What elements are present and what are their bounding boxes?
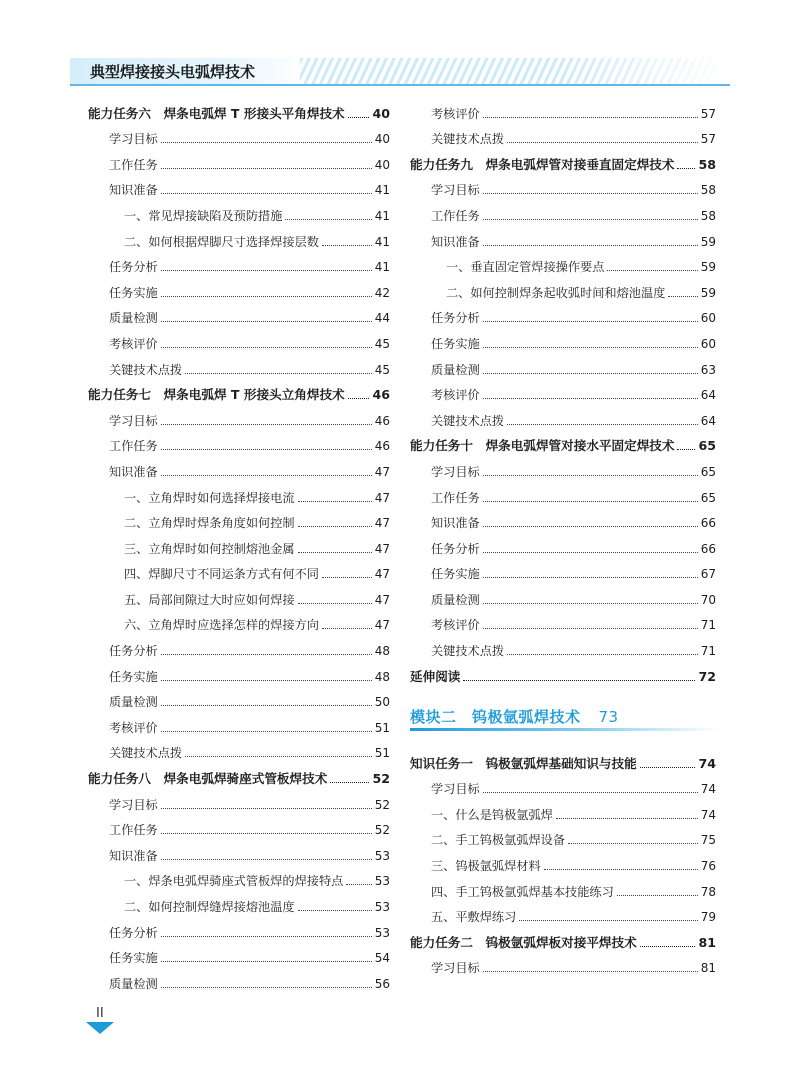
dot-leader: [483, 373, 698, 374]
toc-entry-page: 64: [700, 388, 716, 403]
toc-entry[interactable]: [88, 787, 390, 813]
dot-leader: [483, 526, 698, 527]
toc-entry[interactable]: [410, 96, 716, 122]
dot-leader: [483, 603, 698, 604]
toc-entry[interactable]: [88, 659, 390, 685]
toc-entry-page: 58: [698, 156, 716, 172]
toc-entry-label: 一、常见焊接缺陷及预防措施: [124, 208, 283, 223]
toc-entry-page: 71: [700, 644, 716, 659]
toc-entry-page: 54: [374, 951, 390, 966]
toc-entry-page: 46: [372, 387, 390, 403]
toc-entry[interactable]: [88, 710, 390, 736]
toc-entry-label: 工作任务: [431, 208, 480, 223]
toc-entry-page: 59: [700, 260, 716, 275]
toc-entry-label: 能力任务七 焊条电弧焊 T 形接头立角焊技术: [88, 387, 345, 403]
toc-entry-page: 41: [374, 183, 390, 198]
toc-entry-page: 46: [374, 413, 390, 428]
toc-entry-page: 51: [374, 720, 390, 735]
toc-entry-page: 41: [374, 260, 390, 275]
toc-entry-page: 65: [698, 438, 716, 454]
toc-entry-page: 52: [372, 771, 390, 787]
module-heading-title: 模块二 钨极氩弧焊技术: [410, 708, 581, 726]
dot-leader: [507, 654, 698, 655]
module-heading-page: 73: [598, 708, 619, 726]
toc-entry[interactable]: [410, 633, 716, 659]
dot-leader: [483, 577, 698, 578]
module-rule: [410, 728, 720, 731]
dot-leader: [348, 398, 370, 399]
toc-entry-page: 44: [374, 311, 390, 326]
toc-entry[interactable]: [88, 454, 390, 480]
toc-entry-page: 58: [700, 183, 716, 198]
dot-leader: [556, 818, 698, 819]
toc-entry-page: 59: [700, 234, 716, 249]
toc-entry-label: 学习目标: [431, 464, 480, 479]
toc-entry-page: 57: [700, 106, 716, 121]
toc-entry[interactable]: [88, 608, 390, 634]
toc-entry[interactable]: [410, 250, 716, 276]
toc-entry-page: 53: [374, 900, 390, 914]
toc-entry-label: 二、立角焊时焊条角度如何控制: [124, 516, 295, 531]
dot-leader: [161, 961, 372, 962]
toc-entry-page: 60: [700, 311, 716, 326]
toc-entry[interactable]: [410, 874, 716, 900]
toc-entry-page: 53: [374, 874, 390, 889]
module-heading: [410, 706, 619, 727]
dot-leader: [298, 910, 372, 911]
toc-entry-page: 52: [374, 797, 390, 812]
dot-leader: [483, 971, 698, 972]
dot-leader: [617, 895, 698, 896]
dot-leader: [161, 424, 372, 425]
toc-entry-page: 45: [374, 336, 390, 351]
dot-leader: [161, 936, 372, 937]
toc-entry-page: 63: [700, 362, 716, 377]
toc-entry[interactable]: [88, 864, 390, 890]
toc-entry-page: 51: [374, 746, 390, 761]
toc-entry-label: 五、局部间隙过大时应如何焊接: [124, 592, 295, 607]
dot-leader: [161, 833, 372, 834]
toc-entry-label: 知识准备: [431, 516, 480, 531]
toc-entry[interactable]: [410, 326, 716, 352]
dot-leader: [161, 680, 372, 681]
toc-entry[interactable]: [88, 378, 390, 404]
dot-leader: [161, 705, 372, 706]
toc-entry[interactable]: [410, 506, 716, 532]
toc-entry[interactable]: [88, 275, 390, 301]
toc-entry-label: 一、立角焊时如何选择焊接电流: [124, 490, 295, 505]
toc-entry-page: 74: [700, 782, 716, 797]
dot-leader: [519, 920, 697, 921]
toc-entry-label: 学习目标: [431, 782, 480, 797]
dot-leader: [544, 869, 698, 870]
dot-leader: [322, 577, 372, 578]
dot-leader: [298, 526, 372, 527]
dot-leader: [483, 347, 698, 348]
toc-entry[interactable]: [410, 275, 716, 301]
dot-leader: [483, 792, 698, 793]
dot-leader: [298, 552, 372, 553]
dot-leader: [161, 808, 372, 809]
toc-entry-label: 质量检测: [109, 695, 158, 710]
toc-entry[interactable]: [410, 147, 716, 173]
toc-entry[interactable]: [88, 557, 390, 583]
toc-entry[interactable]: [410, 659, 716, 685]
toc-entry-label: 一、焊条电弧焊骑座式管板焊的焊接特点: [124, 874, 344, 889]
dot-leader: [161, 142, 372, 143]
toc-entry-page: 41: [374, 234, 390, 249]
dot-leader: [161, 987, 372, 988]
toc-entry[interactable]: [410, 224, 716, 250]
toc-entry-label: 能力任务十 焊条电弧焊管对接水平固定焊技术: [410, 438, 675, 454]
toc-entry-page: 47: [374, 567, 390, 582]
toc-entry[interactable]: [410, 480, 716, 506]
toc-entry-label: 能力任务六 焊条电弧焊 T 形接头平角焊技术: [88, 105, 345, 121]
toc-entry[interactable]: [410, 454, 716, 480]
toc-entry-label: 任务分析: [431, 541, 480, 556]
dot-leader: [161, 449, 372, 450]
dot-leader: [161, 475, 372, 476]
toc-entry-page: 48: [374, 644, 390, 659]
toc-entry[interactable]: [410, 403, 716, 429]
toc-entry[interactable]: [88, 761, 390, 787]
running-header-title: 典型焊接接头电弧焊技术: [90, 63, 256, 81]
toc-entry-label: 学习目标: [109, 132, 158, 147]
dot-leader: [285, 219, 371, 220]
toc-entry-page: 74: [700, 807, 716, 822]
toc-entry[interactable]: [88, 889, 390, 915]
dot-leader: [161, 193, 372, 194]
toc-entry-label: 任务实施: [109, 951, 158, 966]
toc-entry[interactable]: [410, 429, 716, 455]
toc-entry[interactable]: [88, 122, 390, 148]
toc-entry-label: 工作任务: [109, 157, 158, 172]
toc-entry-label: 关键技术点拨: [431, 413, 505, 428]
toc-entry-page: 53: [374, 925, 390, 940]
toc-entry-label: 延伸阅读: [410, 668, 461, 684]
toc-entry-label: 知识任务一 钨极氩弧焊基础知识与技能: [410, 755, 637, 771]
toc-entry-label: 任务实施: [109, 669, 158, 684]
toc-entry-page: 74: [698, 755, 716, 771]
toc-entry[interactable]: [88, 915, 390, 941]
toc-entry-page: 59: [700, 285, 716, 300]
toc-entry-label: 二、如何根据焊脚尺寸选择焊接层数: [124, 234, 319, 249]
toc-entry[interactable]: [88, 147, 390, 173]
toc-entry-page: 45: [374, 362, 390, 377]
toc-entry[interactable]: [88, 633, 390, 659]
dot-leader: [483, 193, 698, 194]
dot-leader: [161, 296, 372, 297]
toc-entry-label: 学习目标: [109, 797, 158, 812]
toc-entry-page: 72: [698, 668, 716, 684]
footer-triangle-icon: [86, 1022, 114, 1034]
toc-entry[interactable]: [88, 198, 390, 224]
toc-entry[interactable]: [88, 250, 390, 276]
toc-entry-label: 四、焊脚尺寸不同运条方式有何不同: [124, 567, 319, 582]
toc-entry[interactable]: [410, 848, 716, 874]
toc-entry[interactable]: [410, 557, 716, 583]
toc-entry[interactable]: [88, 224, 390, 250]
toc-entry[interactable]: [410, 198, 716, 224]
toc-entry[interactable]: [88, 813, 390, 839]
toc-entry[interactable]: [410, 772, 716, 798]
toc-entry-page: 42: [374, 285, 390, 300]
toc-entry-page: 52: [374, 823, 390, 838]
toc-module-column: [410, 746, 716, 976]
toc-entry-label: 五、平敷焊练习: [431, 910, 517, 925]
toc-entry-label: 学习目标: [431, 961, 480, 976]
toc-entry-label: 任务实施: [431, 336, 480, 351]
toc-entry-page: 50: [374, 695, 390, 710]
toc-entry[interactable]: [88, 838, 390, 864]
dot-leader: [483, 245, 698, 246]
dot-leader: [346, 884, 371, 885]
dot-leader: [483, 552, 698, 553]
toc-entry-label: 知识准备: [109, 183, 158, 198]
toc-entry-page: 47: [374, 541, 390, 556]
toc-entry[interactable]: [410, 797, 716, 823]
toc-entry[interactable]: [88, 173, 390, 199]
toc-entry-label: 能力任务二 钨极氩弧焊板对接平焊技术: [410, 934, 637, 950]
toc-entry-page: 81: [700, 961, 716, 976]
toc-entry-label: 工作任务: [431, 490, 480, 505]
toc-entry-page: 47: [374, 490, 390, 505]
toc-entry-page: 47: [374, 516, 390, 531]
toc-entry[interactable]: [410, 746, 716, 772]
toc-entry[interactable]: [88, 301, 390, 327]
toc-entry-label: 任务实施: [431, 567, 480, 582]
toc-entry-label: 二、手工钨极氩弧焊设备: [431, 833, 566, 848]
dot-leader: [668, 296, 697, 297]
dot-leader: [463, 680, 695, 681]
dot-leader: [185, 373, 372, 374]
dot-leader: [348, 117, 370, 118]
dot-leader: [483, 117, 698, 118]
dot-leader: [185, 756, 372, 757]
toc-entry-page: 47: [374, 464, 390, 479]
toc-entry-page: 75: [700, 833, 716, 848]
toc-entry[interactable]: [410, 531, 716, 557]
toc-entry-label: 能力任务八 焊条电弧焊骑座式管板焊技术: [88, 771, 328, 787]
toc-entry-page: 67: [700, 567, 716, 582]
header-rule: [70, 84, 730, 86]
page-number: II: [96, 1006, 104, 1021]
dot-leader: [161, 168, 372, 169]
toc-entry-label: 任务实施: [109, 285, 158, 300]
dot-leader: [330, 782, 369, 783]
dot-leader: [483, 501, 698, 502]
toc-entry-label: 考核评价: [431, 618, 480, 633]
toc-entry-label: 学习目标: [109, 413, 158, 428]
toc-entry[interactable]: [410, 900, 716, 926]
toc-entry-label: 考核评价: [431, 106, 480, 121]
toc-entry[interactable]: [410, 925, 716, 951]
toc-entry-page: 56: [374, 976, 390, 991]
toc-entry[interactable]: [88, 582, 390, 608]
toc-entry-label: 质量检测: [431, 592, 480, 607]
toc-entry-label: 任务分析: [109, 925, 158, 940]
toc-entry-page: 53: [374, 848, 390, 863]
dot-leader: [298, 501, 372, 502]
toc-entry-page: 65: [700, 464, 716, 479]
dot-leader: [322, 628, 372, 629]
toc-entry[interactable]: [410, 951, 716, 977]
toc-entry[interactable]: [410, 582, 716, 608]
toc-entry-page: 47: [374, 592, 390, 607]
toc-entry-label: 质量检测: [109, 976, 158, 991]
toc-entry[interactable]: [88, 403, 390, 429]
toc-entry-label: 三、钨极氩弧焊材料: [431, 858, 541, 873]
toc-entry[interactable]: [88, 480, 390, 506]
dot-leader: [161, 654, 372, 655]
toc-entry-page: 71: [700, 618, 716, 633]
toc-entry-label: 质量检测: [431, 362, 480, 377]
dot-leader: [640, 946, 696, 947]
toc-entry[interactable]: [88, 506, 390, 532]
toc-entry-label: 工作任务: [109, 439, 158, 454]
dot-leader: [507, 142, 698, 143]
toc-entry-page: 58: [700, 208, 716, 223]
toc-entry[interactable]: [410, 378, 716, 404]
toc-entry[interactable]: [88, 352, 390, 378]
toc-entry[interactable]: [88, 966, 390, 992]
dot-leader: [483, 219, 698, 220]
toc-entry-label: 二、如何控制焊缝焊接熔池温度: [124, 900, 295, 914]
dot-leader: [640, 767, 696, 768]
toc-entry-page: 46: [374, 439, 390, 454]
toc-entry-page: 79: [700, 910, 716, 925]
toc-entry-label: 三、立角焊时如何控制熔池金属: [124, 541, 295, 556]
toc-entry[interactable]: [410, 173, 716, 199]
toc-entry-label: 能力任务九 焊条电弧焊管对接垂直固定焊技术: [410, 156, 675, 172]
toc-entry-label: 关键技术点拨: [109, 362, 183, 377]
toc-entry-label: 任务分析: [109, 644, 158, 659]
toc-entry-label: 知识准备: [109, 464, 158, 479]
dot-leader: [322, 245, 372, 246]
dot-leader: [161, 731, 372, 732]
dot-leader: [677, 168, 695, 169]
toc-entry-page: 40: [374, 157, 390, 172]
toc-entry-label: 知识准备: [431, 234, 480, 249]
toc-entry-label: 考核评价: [431, 388, 480, 403]
toc-entry-label: 任务分析: [431, 311, 480, 326]
toc-entry-label: 六、立角焊时应选择怎样的焊接方向: [124, 618, 319, 633]
toc-entry[interactable]: [88, 685, 390, 711]
toc-entry-label: 任务分析: [109, 260, 158, 275]
dot-leader: [298, 603, 372, 604]
toc-entry-page: 70: [700, 592, 716, 607]
toc-entry-label: 关键技术点拨: [109, 746, 183, 761]
toc-entry[interactable]: [410, 608, 716, 634]
toc-entry-label: 二、如何控制焊条起收弧时间和熔池温度: [446, 285, 666, 300]
toc-entry-label: 考核评价: [109, 336, 158, 351]
toc-entry-label: 四、手工钨极氩弧焊基本技能练习: [431, 884, 614, 899]
toc-entry-label: 考核评价: [109, 720, 158, 735]
toc-entry-page: 66: [700, 516, 716, 531]
toc-entry-page: 41: [374, 208, 390, 223]
dot-leader: [483, 398, 698, 399]
toc-entry-page: 57: [700, 132, 716, 147]
toc-entry[interactable]: [88, 96, 390, 122]
toc-entry-page: 78: [700, 884, 716, 899]
toc-entry-label: 关键技术点拨: [431, 132, 505, 147]
dot-leader: [483, 475, 698, 476]
toc-entry-page: 81: [698, 934, 716, 950]
toc-entry-page: 48: [374, 669, 390, 684]
dot-leader: [507, 424, 698, 425]
toc-left-column: [88, 96, 390, 992]
toc-entry-label: 关键技术点拨: [431, 644, 505, 659]
toc-entry-label: 工作任务: [109, 823, 158, 838]
toc-entry-label: 一、什么是钨极氩弧焊: [431, 807, 553, 822]
header-fade: [560, 58, 730, 84]
toc-entry-label: 知识准备: [109, 848, 158, 863]
toc-entry[interactable]: [88, 326, 390, 352]
dot-leader: [483, 628, 698, 629]
toc-entry-page: 76: [700, 858, 716, 873]
dot-leader: [161, 270, 372, 271]
toc-entry[interactable]: [88, 531, 390, 557]
toc-entry[interactable]: [410, 301, 716, 327]
dot-leader: [161, 321, 372, 322]
dot-leader: [161, 859, 372, 860]
toc-entry[interactable]: [410, 352, 716, 378]
toc-entry[interactable]: [88, 736, 390, 762]
toc-entry-page: 65: [700, 490, 716, 505]
toc-right-column: [410, 96, 716, 685]
dot-leader: [568, 843, 698, 844]
toc-entry[interactable]: [88, 429, 390, 455]
toc-entry-page: 47: [374, 618, 390, 633]
dot-leader: [483, 321, 698, 322]
toc-entry[interactable]: [88, 941, 390, 967]
toc-entry-page: 40: [372, 105, 390, 121]
toc-entry-page: 40: [374, 132, 390, 147]
dot-leader: [161, 347, 372, 348]
toc-entry-label: 一、垂直固定管焊接操作要点: [446, 260, 605, 275]
toc-entry[interactable]: [410, 823, 716, 849]
toc-entry-label: 质量检测: [109, 311, 158, 326]
toc-entry-label: 学习目标: [431, 183, 480, 198]
dot-leader: [677, 449, 695, 450]
toc-entry[interactable]: [410, 122, 716, 148]
toc-entry-page: 64: [700, 413, 716, 428]
dot-leader: [607, 270, 697, 271]
toc-entry-page: 66: [700, 541, 716, 556]
toc-entry-page: 60: [700, 336, 716, 351]
